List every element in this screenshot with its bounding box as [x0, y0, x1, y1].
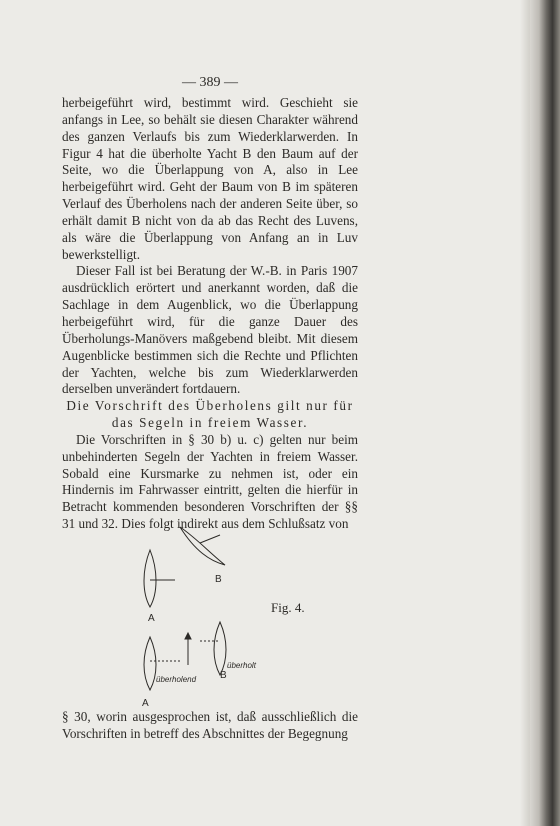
paragraph-2: Dieser Fall ist bei Beratung der W.-B. in Paris 1907 ausdrücklich erörtert und anerkannt worden, daß die Sachlage in dem Augenblick, wo die Überlappung herbeigeführt wird, für die ganze Dauer des Überholungs-Manövers maßgebend bleibt. Mit diesem Augenblicke bestimmen sich die Rechte und Pflichten der Yachten, welche bis zum Wiederklarwerden derselben unverändert fortdauern.: [62, 263, 358, 397]
body-text: [62, 95, 358, 533]
paragraph-1: herbeigeführt wird, bestimmt wird. Geschieht sie anfangs in Lee, so behält sie diesen Charakter während des ganzen Verlaufs bis zum Wiederklarwerden. In Figur 4 hat die überholte Yacht B den Baum auf der Seite, wo die Überlappung von A, also in Lee herbeigeführt wird. Geht der Baum von B im späteren Verlauf des Überholens nach der anderen Seite über, so erhält damit B nicht von da ab das Recht des Luvens, als wäre die Überlappung von Anfang an in Luv bewerkstelligt.: [62, 95, 358, 262]
book-spine: [530, 0, 560, 826]
paragraph-4: § 30, worin ausgesprochen ist, daß ausschließlich die Vorschriften in betreff des Abschnittes der Begegnung: [62, 709, 358, 741]
overtaking-arrow: [185, 633, 191, 665]
yacht-a-top: [144, 550, 175, 607]
yacht-b-top: [180, 527, 225, 565]
page-edge-shadow: [520, 0, 530, 826]
paragraph-3: Die Vorschriften in § 30 b) u. c) gelten nur beim unbehinderten Segeln der Yachten in freiem Wasser. Sobald eine Kursmarke zu nehmen ist, oder ein Hindernis im Fahrwasser eintritt, gelten die hierfür in Betracht kommenden besonderen Vorschriften der §§ 31 und 32. Dies folgt indirekt aus dem Schlußsatz von: [62, 431, 358, 532]
yacht-b-bottom: [200, 622, 226, 675]
label-ueberholend: überholend: [156, 675, 197, 684]
body-text-continued: [62, 709, 358, 743]
figure-4-diagram: [60, 525, 360, 715]
label-b-bottom: B: [220, 670, 227, 681]
section-heading: Die Vorschrift des Überholens gilt nur für das Segeln in freiem Wasser.: [66, 398, 354, 431]
label-ueberholt: überholt: [227, 661, 256, 670]
label-a-bottom: A: [142, 698, 149, 709]
figure-caption: Fig. 4.: [271, 600, 305, 615]
page-number: — 389 —: [182, 75, 238, 90]
label-b-top: B: [215, 574, 222, 585]
label-a-top: A: [148, 613, 155, 624]
